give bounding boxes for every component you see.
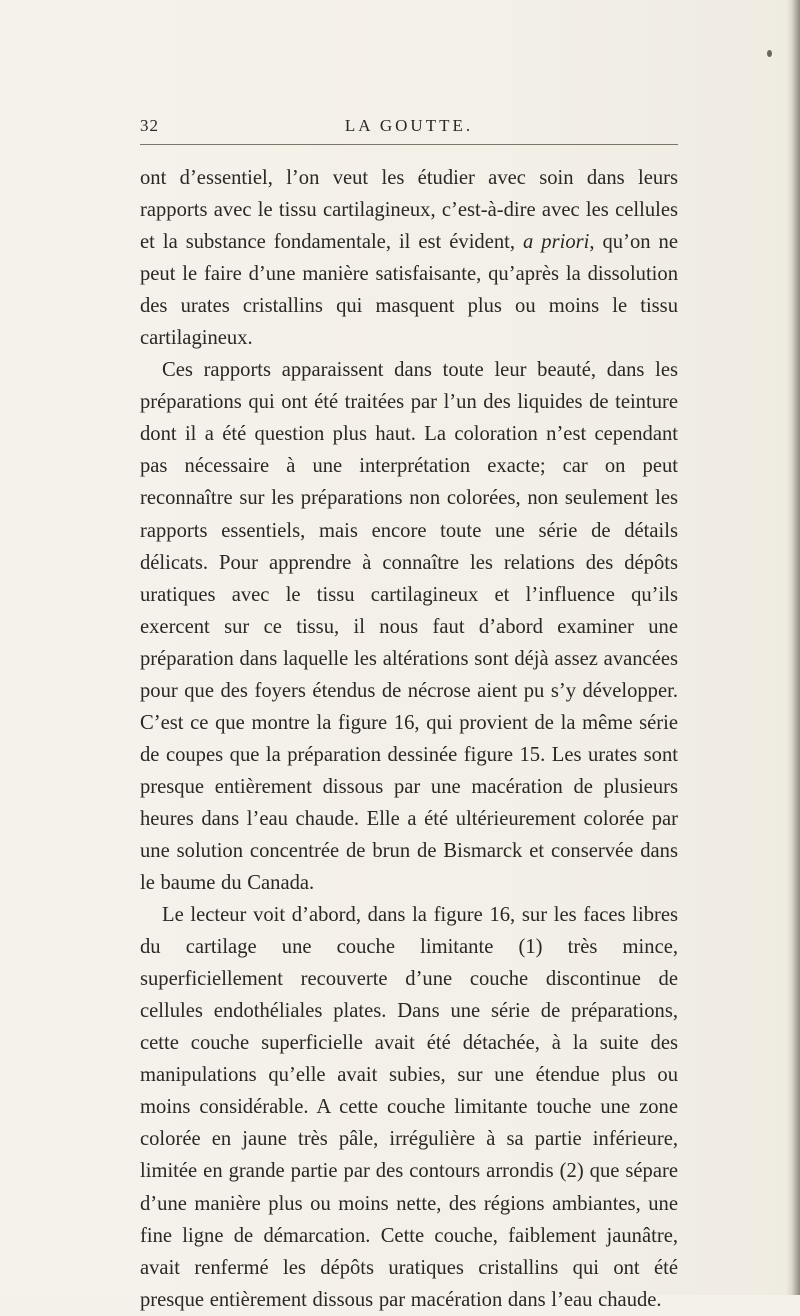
paragraph: Ces rapports apparaissent dans toute leur beauté, dans les préparations qui ont été traitées par l’un des liquides de teinture dont il a été question plus haut. La coloration n’est cependant pas nécessaire à une interprétation exacte; car on peut reconnaître sur les préparations non colorées, non seulement les rapports essentiels, mais encore toute une série de détails délicats. Pour apprendre à connaître les relations des dépôts uratiques avec le tissu cartilagineux et l’influence qu’ils exercent sur ce tissu, il nous faut d’abord examiner une préparation dans laquelle les altérations sont déjà assez avancées pour que des foyers étendus de nécrose aient pu s’y développer. C’est ce que montre la figure 16, qui provient de la même série de coupes que la préparation dessinée figure 15. Les urates sont presque entièrement dissous par une macération de plusieurs heures dans l’eau chaude. Elle a été ultérieurement colorée par une solution concentrée de brun de Bismarck et conservée dans le baume du Canada.	[140, 359, 678, 895]
page-edge-shadow	[786, 0, 800, 1295]
paragraph-text: , qu’on ne peut le faire d’une manière satisfaisante, qu’après la dissolution des urates cristallins qui masquent plus ou moins le tissu cartilagineux.	[140, 231, 678, 350]
page-number: 32	[140, 116, 159, 135]
ink-speck	[767, 50, 772, 57]
paragraph: Le lecteur voit d’abord, dans la figure 16, sur les faces libres du cartilage une couche limitante (1) très mince, superficiellement recouverte d’une couche discontinue de cellules endothéliales plates. Dans une série de préparations, cette couche superficielle avait été détachée, à la suite des manipulations qu’elle avait subies, sur une étendue plus ou moins considérable. A cette couche limitante touche une zone colorée en jaune très pâle, irrégulière à sa partie inférieure, limitée en grande partie par des contours arrondis (2) que sépare d’une manière plus ou moins nette, des régions ambiantes, une fine ligne de démarcation. Cette couche, faiblement jaunâtre, avait renfermé les dépôts uratiques cristallins qui ont été presque entièrement dissous par macération dans l’eau chaude.	[140, 904, 678, 1311]
header-rule	[140, 144, 678, 145]
paragraph-continued	[140, 162, 678, 354]
page-header	[140, 116, 678, 138]
paragraph-text: ont d’essentiel, l’on veut les étudier avec soin dans leurs rapports avec le tissu cartilagineux, c’est-à-dire avec les cellules et la substance fondamentale, il est évident,	[140, 167, 678, 254]
body-text	[140, 162, 678, 1316]
italic-phrase: a priori	[523, 231, 590, 254]
running-title: LA GOUTTE.	[344, 116, 474, 135]
